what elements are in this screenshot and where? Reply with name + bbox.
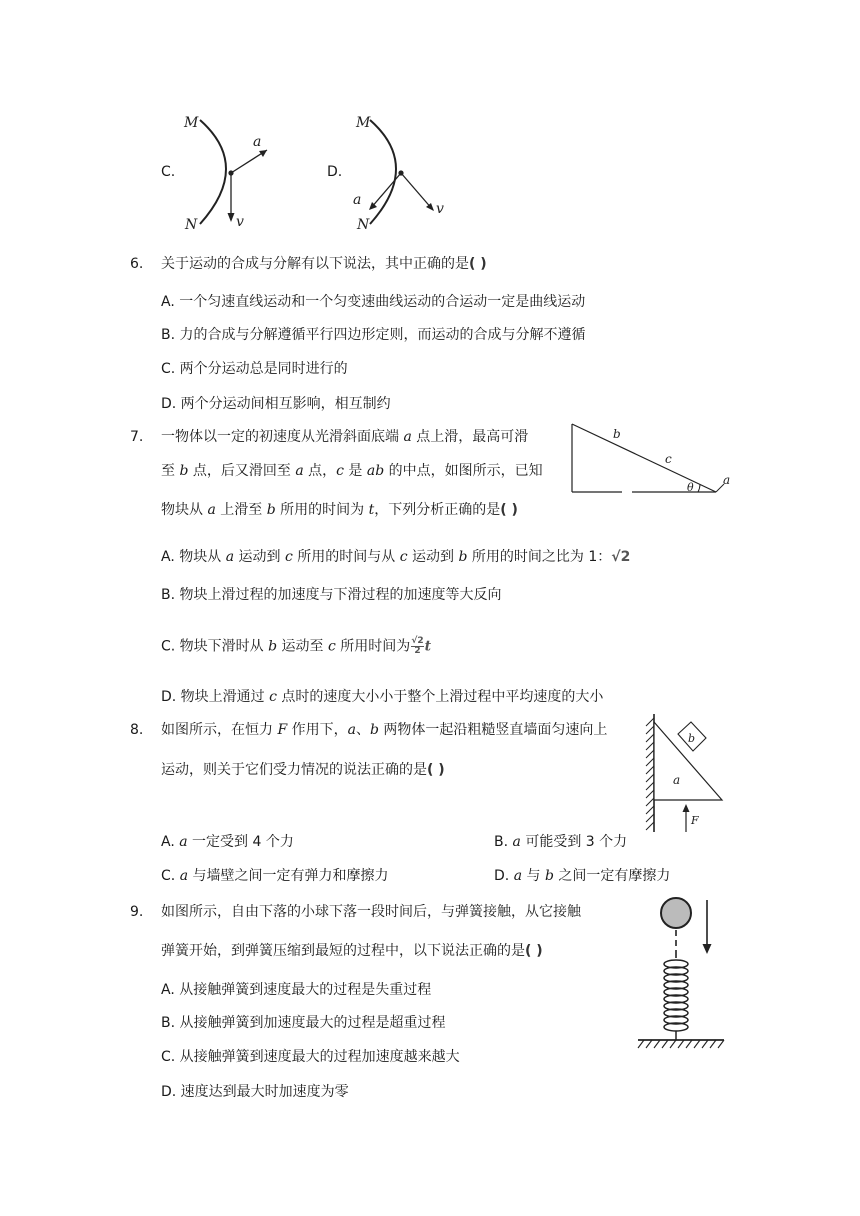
q7-option-a: A. 物块从 a 运动到 c 所用的时间与从 c 运动到 b 所用的时间之比为 1：√2 <box>161 549 631 565</box>
q7-number: 7. <box>130 429 144 445</box>
q5-option-c-label: C. <box>161 164 176 180</box>
q7-stem-line-2: 至 b 点，后又滑回至 a 点，c 是 ab 的中点，如图所示，已知 <box>161 463 543 479</box>
q7-option-c-fraction: $\frac{√2}{2}$ <box>411 636 424 656</box>
spring-coils <box>664 960 688 1031</box>
q7-incline-figure <box>566 418 736 498</box>
q5-c-label-a: a <box>253 134 262 150</box>
q6-option-c: C. 两个分运动总是同时进行的 <box>161 361 348 377</box>
q8-fig-label-a: a <box>673 773 681 787</box>
q5-figure-c <box>180 108 280 236</box>
q8-option-b: B. a 可能受到 3 个力 <box>494 834 628 850</box>
q8-option-a: A. a 一定受到 4 个力 <box>161 834 294 850</box>
q9-stem-line-2: 弹簧开始，到弹簧压缩到最短的过程中，以下说法正确的是( ) <box>161 943 543 959</box>
q5-d-label-a: a <box>353 192 362 208</box>
q7-option-c: C. 物块下滑时从 b 运动至 c 所用时间为 $\frac{√2}{2}$ t <box>161 636 432 656</box>
q7-option-d: D. 物块上滑通过 c 点时的速度大小小于整个上滑过程中平均速度的大小 <box>161 689 604 705</box>
q8-stem-line-2: 运动，则关于它们受力情况的说法正确的是( ) <box>161 762 445 778</box>
q5-c-label-m: M <box>184 115 199 131</box>
q8-option-d: D. a 与 b 之间一定有摩擦力 <box>494 868 671 884</box>
q8-stem-line-1: 如图所示，在恒力 F 作用下，a、b 两物体一起沿粗糙竖直墙面匀速向上 <box>161 722 608 738</box>
q5-d-label-n: N <box>357 217 370 233</box>
q7-answer-paren: ( ) <box>500 502 518 518</box>
q6-stem-text: 关于运动的合成与分解有以下说法，其中正确的是 <box>161 256 469 272</box>
q9-option-c: C. 从接触弹簧到速度最大的过程加速度越来越大 <box>161 1049 460 1065</box>
q7-fig-label-a: a <box>723 473 731 487</box>
q9-number: 9. <box>130 904 144 920</box>
q7-fig-label-theta: θ <box>687 481 694 494</box>
q8-number: 8. <box>130 722 144 738</box>
q6-option-a: A. 一个匀速直线运动和一个匀变速曲线运动的合运动一定是曲线运动 <box>161 294 586 310</box>
q9-option-d: D. 速度达到最大时加速度为零 <box>161 1084 349 1100</box>
q9-option-a: A. 从接触弹簧到速度最大的过程是失重过程 <box>161 982 432 998</box>
q8-fig-label-b: b <box>688 732 696 745</box>
ball-icon <box>661 898 691 928</box>
q5-c-label-n: N <box>185 217 198 233</box>
q8-wall-figure <box>640 712 730 834</box>
q8-option-c: C. a 与墙壁之间一定有弹力和摩擦力 <box>161 868 389 884</box>
q6-number: 6. <box>130 256 144 272</box>
q7-fig-label-c: c <box>665 452 672 466</box>
q6-stem <box>161 255 487 273</box>
q7-stem-line-3: 物块从 a 上滑至 b 所用的时间为 t，下列分析正确的是( ) <box>161 502 518 518</box>
q6-option-d: D. 两个分运动间相互影响，相互制约 <box>161 396 391 412</box>
q9-answer-paren: ( ) <box>525 943 543 959</box>
q5-d-label-m: M <box>356 115 371 131</box>
q7-option-a-sqrt2: √2 <box>611 549 631 565</box>
q5-c-label-v: v <box>236 214 244 230</box>
q8-answer-paren: ( ) <box>427 762 445 778</box>
q6-answer-paren: ( ) <box>469 256 487 272</box>
q7-fig-label-b: b <box>613 427 621 441</box>
q9-stem-line-1: 如图所示，自由下落的小球下落一段时间后，与弹簧接触，从它接触 <box>161 904 581 920</box>
q9-option-b: B. 从接触弹簧到加速度最大的过程是超重过程 <box>161 1015 446 1031</box>
q6-option-b: B. 力的合成与分解遵循平行四边形定则，而运动的合成与分解不遵循 <box>161 327 586 343</box>
q7-option-b: B. 物块上滑过程的加速度与下滑过程的加速度等大反向 <box>161 587 502 603</box>
q9-ball-spring-figure <box>630 892 730 1058</box>
q7-stem-line-1: 一物体以一定的初速度从光滑斜面底端 a 点上滑，最高可滑 <box>161 429 529 445</box>
q5-figure-d <box>345 108 455 236</box>
q5-option-d-label: D. <box>327 164 343 180</box>
q5-d-label-v: v <box>436 201 444 217</box>
q8-fig-label-f: F <box>691 814 699 827</box>
